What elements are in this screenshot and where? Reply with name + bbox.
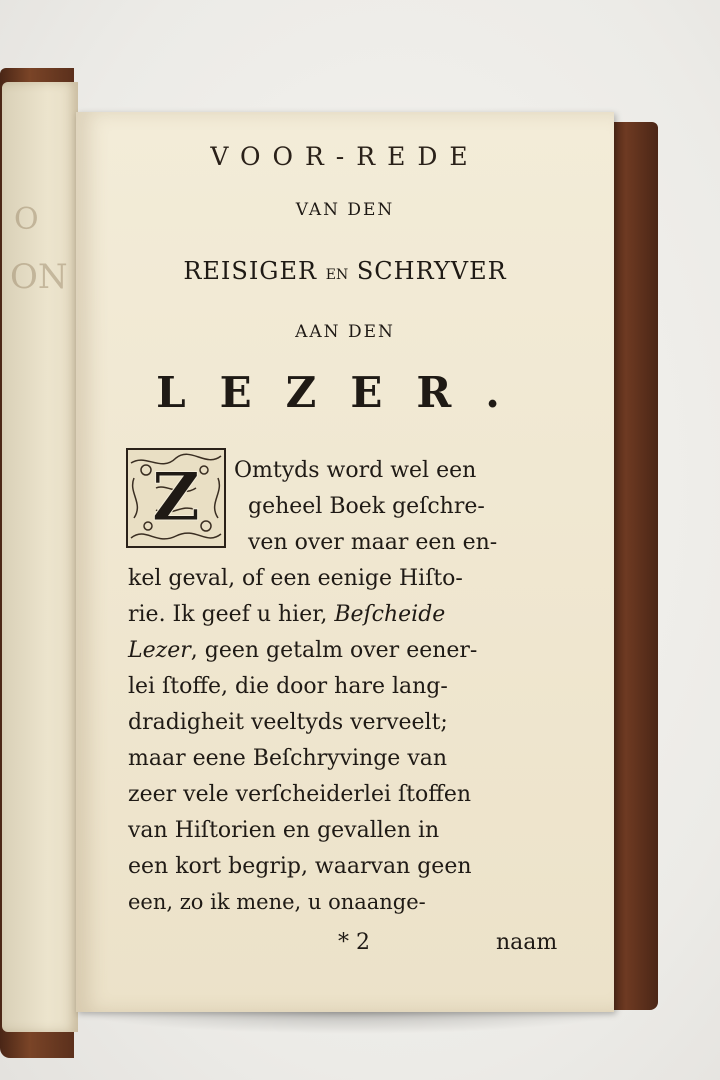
book-page (76, 112, 614, 1012)
initial-letter: Z (151, 458, 201, 536)
body-line: een kort begrip, waarvan geen (128, 854, 472, 879)
show-through-text: O (14, 202, 39, 237)
body-line: ven over maar een en- (248, 530, 498, 555)
heading-line-3: REISIGER EN SCHRYVER (183, 257, 507, 285)
body-line: Omtyds word wel een (234, 458, 477, 483)
body-line: Lezer, geen getalm over eener- (128, 638, 478, 663)
body-line: kel geval, of een eenige Hiſto- (128, 566, 463, 591)
italic-word: Lezer (128, 638, 191, 663)
left-page (2, 82, 78, 1032)
body-line: lei ſtoffe, die door hare lang- (128, 674, 448, 699)
body-line: geheel Boek geſchre- (248, 494, 485, 519)
heading-line-2: VAN DEN (295, 200, 395, 220)
italic-phrase: Beſcheide (334, 602, 446, 627)
body-line: een, zo ik mene, u onaange- (128, 890, 426, 914)
heading-line-5: LEZER. (156, 368, 534, 417)
page-title: VOOR-REDE (210, 142, 480, 171)
body-line: rie. Ik geef u hier, Beſcheide (128, 602, 446, 627)
body-line: zeer vele verſcheiderlei ſtoffen (128, 782, 472, 807)
show-through-text: ON (10, 257, 68, 297)
decorated-initial-icon (126, 448, 226, 548)
body-line: dradigheit veeltyds verveelt; (128, 710, 448, 735)
heading-line-4: AAN DEN (295, 322, 395, 342)
catchword: naam (496, 930, 558, 955)
book-shadow (70, 1010, 630, 1034)
body-line: maar eene Beſchryvinge van (128, 746, 448, 771)
body-line: van Hiſtorien en gevallen in (128, 818, 440, 843)
signature-mark: * 2 (338, 930, 370, 955)
